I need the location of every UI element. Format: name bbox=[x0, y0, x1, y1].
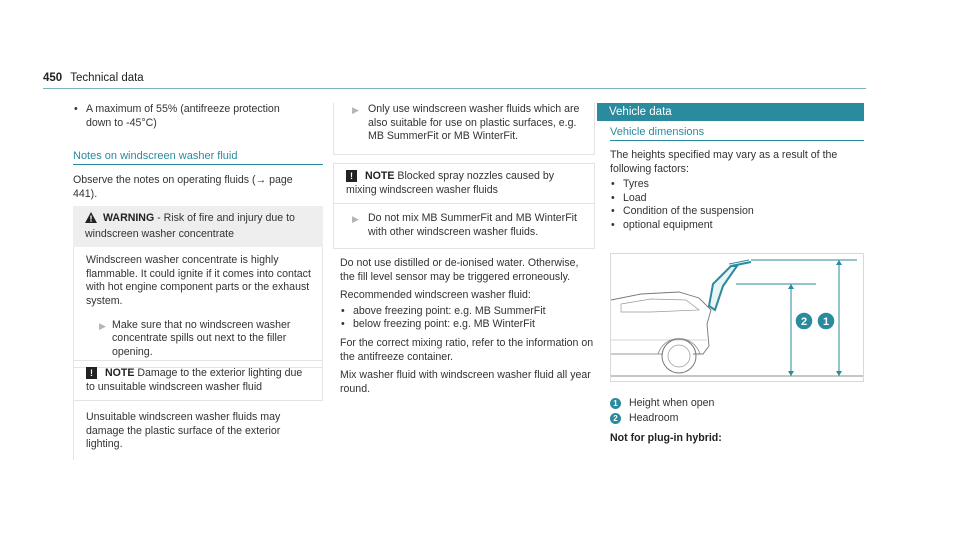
vehicle-height-diagram bbox=[610, 253, 864, 382]
intro-text: The heights specified may vary as a result of the following factors: bbox=[610, 149, 838, 175]
factors-list bbox=[610, 178, 860, 232]
col2-top-action bbox=[333, 103, 595, 155]
legend bbox=[610, 397, 860, 446]
warning-head bbox=[73, 206, 323, 247]
paragraph: Mix washer fluid with windscreen washer fluid all year round. bbox=[340, 369, 591, 395]
note-text: Unsuitable windscreen washer fluids may damage the plastic surface of the exterior lighting. bbox=[86, 411, 281, 451]
warning-title: - Risk of fire and injury due to windscreen washer concentrate bbox=[85, 212, 295, 240]
callout-badge: 1 bbox=[610, 398, 621, 409]
action-arrow-icon: ▶ bbox=[99, 320, 106, 331]
action-arrow-icon: ▶ bbox=[352, 105, 359, 115]
subtitle-rule bbox=[610, 140, 864, 141]
vehicle-illustration bbox=[611, 254, 863, 381]
list-item: • below freezing point: e.g. MB WinterFit bbox=[340, 318, 595, 332]
section-title-washer-fluid: Notes on windscreen washer fluid bbox=[73, 150, 238, 162]
note-title: Damage to the exterior lighting due to unsuitable windscreen washer fluid bbox=[86, 367, 303, 393]
warning-box bbox=[73, 206, 323, 368]
action-text: Only use windscreen washer fluids which are also suitable for use on plastic surfaces, e.g. MB SummerFit or MB WinterFit. bbox=[368, 103, 580, 143]
svg-text:2: 2 bbox=[800, 316, 808, 328]
warning-body bbox=[73, 247, 323, 368]
warning-action bbox=[86, 319, 312, 360]
intro-text: Observe the notes on operating fluids (→ page 441). bbox=[73, 174, 293, 200]
list-item: • optional equipment bbox=[610, 219, 860, 233]
col1-bullets bbox=[73, 103, 303, 130]
callout-badge: 2 bbox=[610, 413, 621, 424]
warning-text: Windscreen washer concentrate is highly flammable. It could ignite if it comes into contact with hot engine component parts or the exhaust system. bbox=[86, 254, 311, 307]
paragraph: For the correct mixing ratio, refer to the information on the antifreeze container. bbox=[340, 336, 594, 363]
warning-label: WARNING bbox=[103, 212, 155, 224]
warning-action-text: Make sure that no windscreen washer concentrate spills out next to the filler opening. bbox=[112, 318, 291, 358]
col3-text bbox=[610, 149, 860, 233]
intro-paragraph bbox=[73, 174, 293, 201]
paragraph: Do not use distilled or de-ionised water. Otherwise, the fill level sensor may be triggered erroneously. bbox=[340, 257, 579, 283]
note-label: NOTE bbox=[105, 367, 135, 379]
exclamation-icon: ! bbox=[86, 367, 97, 379]
note-box-lighting bbox=[73, 360, 323, 460]
note-title: Blocked spray nozzles caused by mixing windscreen washer fluids bbox=[346, 170, 555, 196]
recommended-label: Recommended windscreen washer fluid: bbox=[340, 289, 531, 302]
note-box-mixing bbox=[333, 163, 595, 249]
col2-text bbox=[340, 257, 595, 396]
legend-label: Headroom bbox=[629, 411, 679, 424]
legend-label: Height when open bbox=[629, 397, 715, 409]
note-body bbox=[73, 401, 323, 460]
list-item: • above freezing point: e.g. MB SummerFit bbox=[340, 305, 595, 319]
recommended-list bbox=[340, 305, 595, 332]
note-head bbox=[333, 163, 595, 204]
warning-triangle-icon bbox=[85, 212, 97, 228]
exclamation-icon: ! bbox=[346, 170, 357, 182]
subtitle-vehicle-dimensions: Vehicle dimensions bbox=[610, 126, 705, 138]
note-label: NOTE bbox=[365, 170, 395, 182]
page-header bbox=[43, 72, 144, 86]
list-item: • Condition of the suspension bbox=[610, 205, 860, 219]
svg-text:1: 1 bbox=[822, 316, 830, 328]
chapter-title: Technical data bbox=[70, 72, 144, 84]
legend-item bbox=[610, 412, 860, 426]
list-item: • Load bbox=[610, 192, 860, 206]
list-item: • A maximum of 55% (antifreeze protection down to -45°C) bbox=[73, 103, 303, 130]
list-item: • Tyres bbox=[610, 178, 860, 192]
legend-item bbox=[610, 397, 860, 411]
section-rule bbox=[73, 164, 323, 165]
header-rule bbox=[43, 88, 866, 89]
action-arrow-icon: ▶ bbox=[352, 214, 359, 225]
footer-note: Not for plug-in hybrid: bbox=[610, 432, 722, 445]
note-head bbox=[73, 360, 323, 401]
note-action bbox=[333, 204, 595, 249]
note-action-text: Do not mix MB SummerFit and MB WinterFit with other windscreen washer fluids. bbox=[368, 212, 577, 238]
action-block bbox=[333, 103, 595, 155]
page-number: 450 bbox=[43, 72, 63, 84]
section-banner: Vehicle data bbox=[597, 103, 864, 121]
